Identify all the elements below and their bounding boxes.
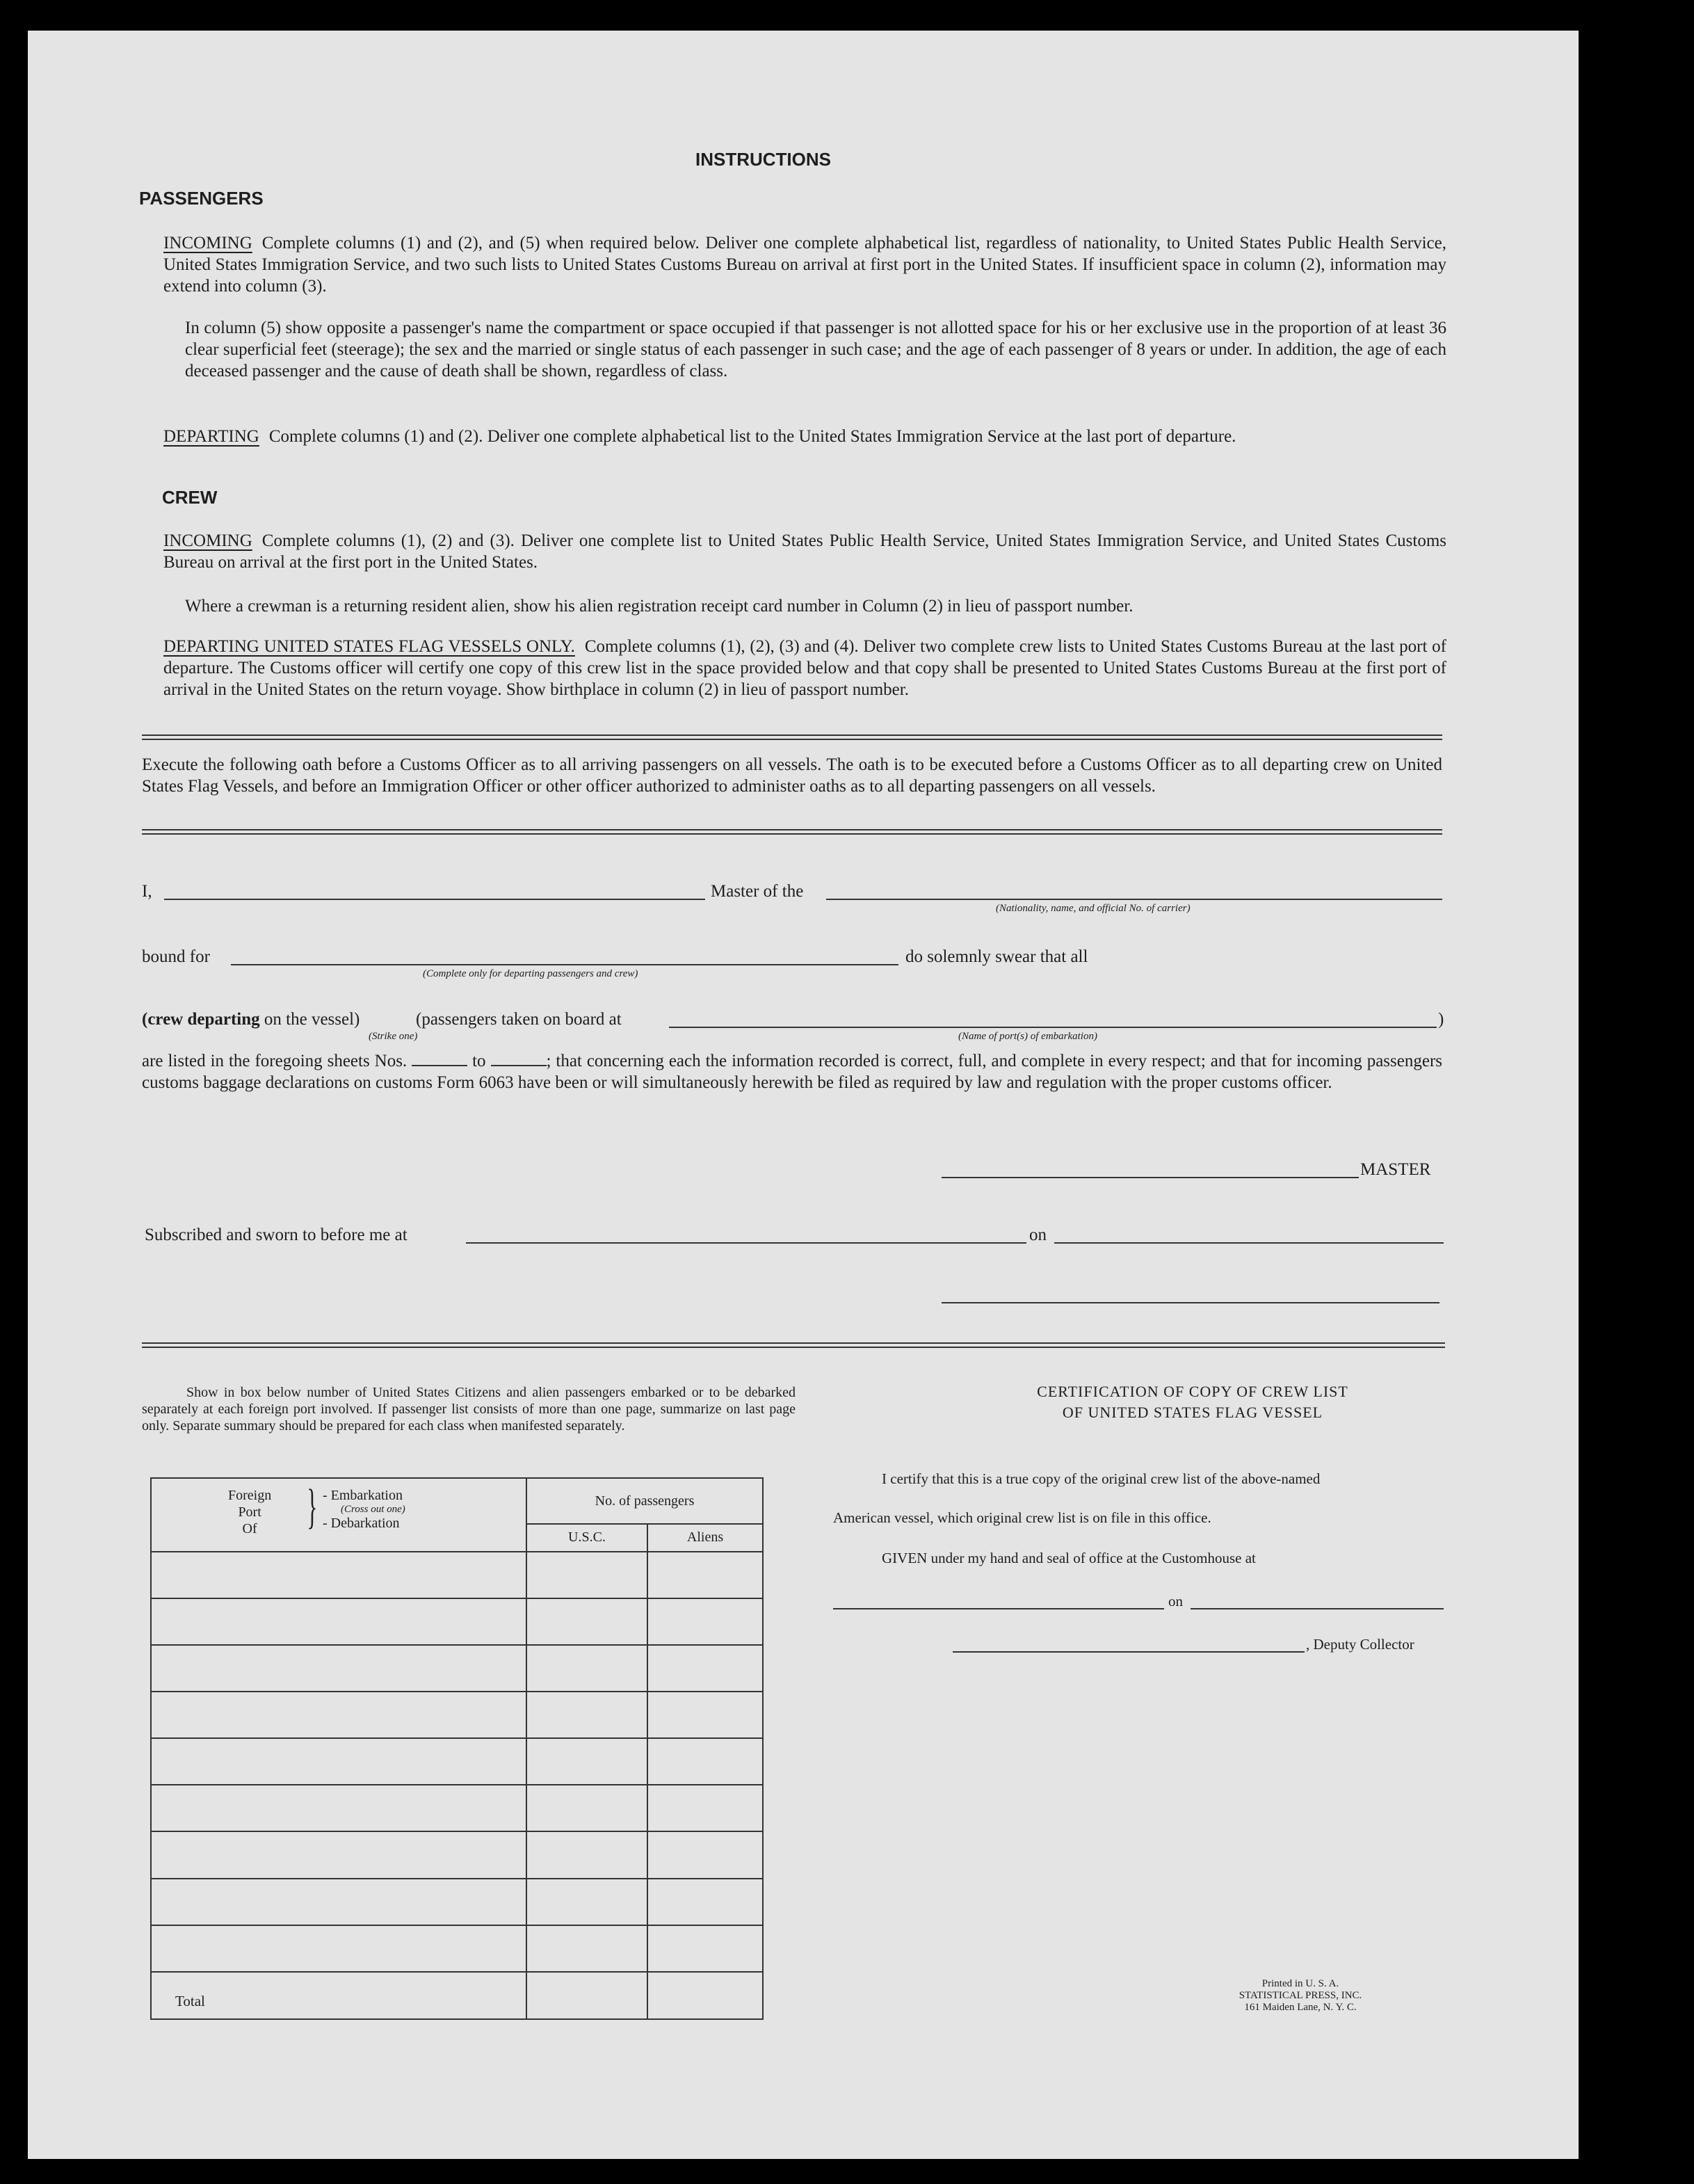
usc-cell[interactable] xyxy=(526,1879,647,1925)
table-row xyxy=(151,1785,763,1831)
certification-title xyxy=(834,1381,1551,1423)
passengers-taken-option[interactable]: (passengers taken on board at xyxy=(416,1010,622,1029)
subscribed-label: Subscribed and sworn to before me at xyxy=(145,1226,408,1244)
form-page xyxy=(28,31,1579,2159)
passengers-column5-paragraph: In column (5) show opposite a passenger's name the compartment or space occupied if that passenger is not allotted space for his or her exclusive use in the proportion of at least 36 clear superficial feet (steerage); the sex and the married or single status of each passenger in such case; and the age of each passenger of 8 years or under. In addition, the age of each deceased passenger and the cause of death shall be shown, regardless of class. xyxy=(185,319,1446,380)
passengers-heading: PASSENGERS xyxy=(139,188,264,209)
printer-line-3: 161 Maiden Lane, N. Y. C. xyxy=(1244,2002,1357,2013)
sheet-from-field[interactable] xyxy=(412,1065,467,1066)
usc-total-cell[interactable] xyxy=(526,1972,647,2019)
crew-incoming-text: Complete columns (1), (2) and (3). Deliver one complete list to United States Public Health Service, United States Immigration Service, and United States Customs Bureau on arrival at the first port in the United States. xyxy=(163,531,1446,572)
customhouse-field[interactable] xyxy=(833,1608,1164,1609)
port-header-cell xyxy=(151,1478,526,1552)
deputy-collector-label: , Deputy Collector xyxy=(1306,1636,1414,1653)
table-row xyxy=(151,1598,763,1645)
printer-imprint xyxy=(1203,1978,1398,2014)
embarkation-port-field[interactable] xyxy=(669,1027,1437,1028)
total-row xyxy=(151,1972,763,2019)
certify-line-1: I certify that this is a true copy of the original crew list of the above-named xyxy=(882,1470,1321,1487)
aliens-cell[interactable] xyxy=(647,1645,763,1692)
printer-line-2: STATISTICAL PRESS, INC. xyxy=(1239,1990,1362,2001)
crew-resident-paragraph: Where a crewman is a returning resident alien, show his alien registration receipt card number in Column (2) in lieu of passport number. xyxy=(185,597,1134,616)
aliens-header: Aliens xyxy=(647,1524,763,1552)
crew-departing-bold: (crew departing xyxy=(142,1010,260,1029)
table-row xyxy=(151,1831,763,1878)
printer-line-1: Printed in U. S. A. xyxy=(1261,1978,1339,1989)
certification-title-line-2: OF UNITED STATES FLAG VESSEL xyxy=(1062,1404,1323,1421)
passengers-incoming-paragraph xyxy=(163,232,1446,297)
officer-signature-field[interactable] xyxy=(942,1302,1439,1303)
crew-heading: CREW xyxy=(162,487,218,508)
embark-options xyxy=(323,1487,405,1532)
crew-departing-option[interactable] xyxy=(142,1010,360,1029)
on-the-vessel-text: on the vessel) xyxy=(264,1010,360,1029)
crew-departing-text: Complete columns (1), (2), (3) and (4). Deliver two complete crew lists to United States Customs Bureau at the last port of departure. The Customs officer will certify one copy of this crew list in the space provided below and that copy shall be presented to United States Customs Bureau at the first port of arrival in the United States on the return voyage. Show birthplace in column (2) in lieu of passport number. xyxy=(163,637,1446,699)
close-paren: ) xyxy=(1438,1010,1444,1029)
crew-incoming-paragraph xyxy=(163,530,1446,573)
usc-cell[interactable] xyxy=(526,1738,647,1785)
table-row xyxy=(151,1925,763,1972)
complete-only-caption: (Complete only for departing passengers and crew) xyxy=(423,968,638,979)
subscribed-place-field[interactable] xyxy=(466,1242,1026,1244)
aliens-cell[interactable] xyxy=(647,1692,763,1738)
port-caption: (Name of port(s) of embarkation) xyxy=(958,1031,1097,1042)
to-label: to xyxy=(472,1052,486,1070)
summary-table xyxy=(150,1477,764,2020)
port-header-label xyxy=(228,1487,271,1537)
bound-for-label: bound for xyxy=(142,947,210,966)
master-label: MASTER xyxy=(1360,1160,1431,1179)
summary-note: Show in box below number of United States Citizens and alien passengers embarked or to be debarked separately at each foreign port involved. If passenger list consists of more than one page, summarize on last page only. Separate summary should be prepared for each class when manifested separately. xyxy=(142,1385,796,1434)
aliens-cell[interactable] xyxy=(647,1552,763,1598)
bound-for-field[interactable] xyxy=(231,964,898,965)
master-name-field[interactable] xyxy=(164,899,705,900)
master-of-the-label: Master of the xyxy=(711,882,804,901)
table-row xyxy=(151,1692,763,1738)
embarkation-option[interactable]: - Embarkation xyxy=(323,1488,403,1503)
subscribed-date-field[interactable] xyxy=(1054,1242,1444,1244)
aliens-cell[interactable] xyxy=(647,1785,763,1831)
swear-text: do solemnly swear that all xyxy=(905,947,1088,966)
table-row xyxy=(151,1738,763,1785)
page-title: INSTRUCTIONS xyxy=(695,149,831,170)
aliens-cell[interactable] xyxy=(647,1925,763,1972)
no-passengers-header: No. of passengers xyxy=(526,1478,763,1524)
usc-cell[interactable] xyxy=(526,1552,647,1598)
crew-incoming-label: INCOMING xyxy=(163,531,252,550)
port-cell[interactable] xyxy=(151,1879,526,1925)
certify-on-label: on xyxy=(1168,1593,1183,1609)
aliens-cell[interactable] xyxy=(647,1598,763,1645)
aliens-cell[interactable] xyxy=(647,1738,763,1785)
crew-departing-label: DEPARTING UNITED STATES FLAG VESSELS ONLY. xyxy=(163,637,575,656)
port-cell[interactable] xyxy=(151,1598,526,1645)
passengers-departing-label: DEPARTING xyxy=(163,427,259,446)
usc-cell[interactable] xyxy=(526,1598,647,1645)
usc-cell[interactable] xyxy=(526,1925,647,1972)
table-row xyxy=(151,1645,763,1692)
port-cell[interactable] xyxy=(151,1552,526,1598)
brace-icon: } xyxy=(307,1480,318,1534)
cross-out-caption: (Cross out one) xyxy=(341,1504,405,1515)
master-signature-field[interactable] xyxy=(942,1177,1359,1178)
section-divider-2 xyxy=(142,829,1442,835)
passengers-departing-paragraph xyxy=(163,426,1446,447)
sheet-to-field[interactable] xyxy=(491,1065,547,1066)
usc-cell[interactable] xyxy=(526,1785,647,1831)
usc-cell[interactable] xyxy=(526,1831,647,1878)
aliens-cell[interactable] xyxy=(647,1831,763,1878)
deputy-signature-field[interactable] xyxy=(953,1651,1305,1653)
listed-paragraph xyxy=(142,1050,1442,1093)
listed-text-1: are listed in the foregoing sheets Nos. xyxy=(142,1052,408,1070)
crew-departing-paragraph xyxy=(163,636,1446,700)
port-header-line-2: Port xyxy=(238,1504,261,1520)
aliens-total-cell[interactable] xyxy=(647,1972,763,2019)
strike-one-caption: (Strike one) xyxy=(369,1031,418,1042)
port-header-line-3: Of xyxy=(242,1521,257,1536)
passengers-incoming-text: Complete columns (1) and (2), and (5) when required below. Deliver one complete alphabetical list, regardless of nationality, to United States Public Health Service, United States Immigration Service, and two such lists to United States Customs Bureau on arrival at first port in the United States. If insufficient space in column (2), information may extend into column (3). xyxy=(163,234,1446,296)
port-cell[interactable] xyxy=(151,1785,526,1831)
carrier-field[interactable] xyxy=(826,899,1442,900)
certify-line-2: American vessel, which original crew list is on file in this office. xyxy=(833,1509,1211,1526)
usc-cell[interactable] xyxy=(526,1645,647,1692)
section-divider-3 xyxy=(142,1342,1445,1348)
certification-title-line-1: CERTIFICATION OF COPY OF CREW LIST xyxy=(1037,1383,1348,1400)
subscribed-on-label: on xyxy=(1029,1226,1047,1244)
table-row xyxy=(151,1879,763,1925)
certify-date-field[interactable] xyxy=(1191,1608,1444,1609)
port-cell[interactable] xyxy=(151,1645,526,1692)
oath-instruction: Execute the following oath before a Customs Officer as to all arriving passengers on all vessels. The oath is to be executed before a Customs Officer as to all departing crew on United States Flag Vessels, and before an Immigration Officer or other officer authorized to administer oaths as to all departing passengers on all vessels. xyxy=(142,755,1442,796)
passengers-departing-text: Complete columns (1) and (2). Deliver one complete alphabetical list to the United States Immigration Service at the last port of departure. xyxy=(268,427,1236,446)
oath-i-label: I, xyxy=(142,882,152,901)
table-row xyxy=(151,1552,763,1598)
total-label: Total xyxy=(151,1972,526,2019)
port-cell[interactable] xyxy=(151,1738,526,1785)
passengers-incoming-label: INCOMING xyxy=(163,234,252,252)
section-divider xyxy=(142,734,1442,740)
port-header-line-1: Foreign xyxy=(228,1488,272,1503)
port-cell[interactable] xyxy=(151,1925,526,1972)
port-cell[interactable] xyxy=(151,1692,526,1738)
listed-text-2: ; that concerning each the information recorded is correct, full, and complete in every respect; and that for incoming passengers customs baggage declarations on customs Form 6063 have been or will simultaneously herewith be filed as required by law and regulation with the proper customs officer. xyxy=(142,1052,1442,1092)
aliens-cell[interactable] xyxy=(647,1879,763,1925)
port-cell[interactable] xyxy=(151,1831,526,1878)
nationality-caption: (Nationality, name, and official No. of carrier) xyxy=(996,903,1191,914)
usc-cell[interactable] xyxy=(526,1692,647,1738)
usc-header: U.S.C. xyxy=(526,1524,647,1552)
certify-line-3: GIVEN under my hand and seal of office at the Customhouse at xyxy=(882,1550,1256,1566)
debarkation-option[interactable]: - Debarkation xyxy=(323,1516,400,1531)
